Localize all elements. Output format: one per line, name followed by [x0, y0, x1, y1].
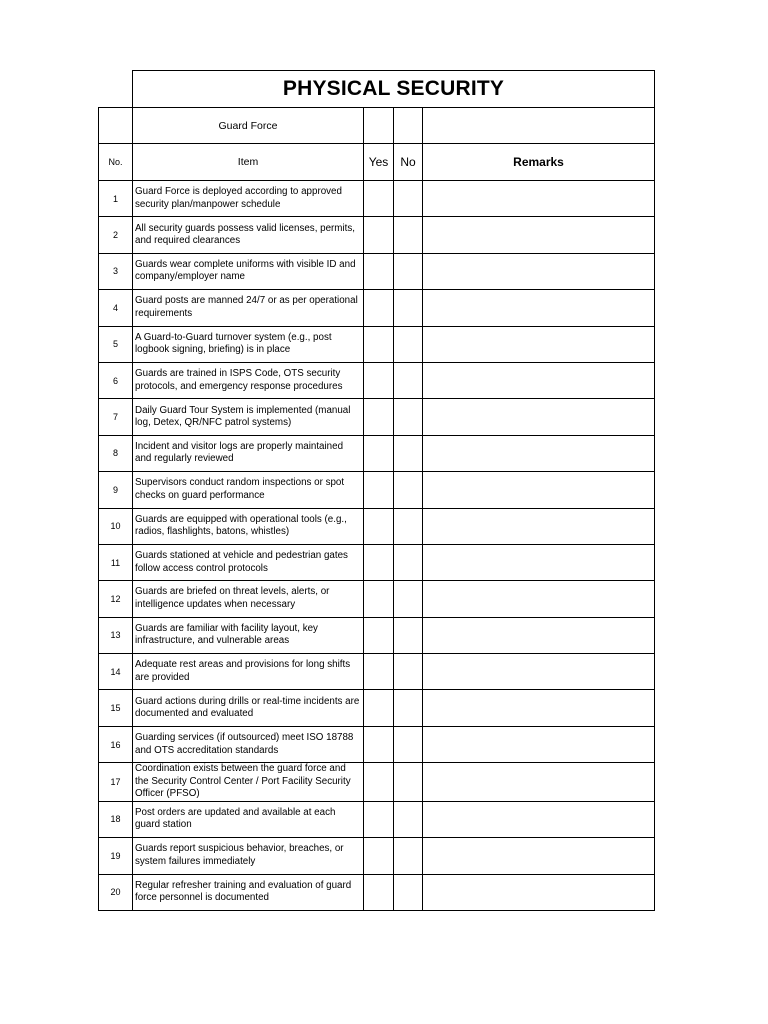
- table-row: [99, 326, 655, 362]
- no-cell[interactable]: [394, 508, 423, 544]
- row-item: Guard actions during drills or real-time incidents are documented and evaluated: [133, 690, 364, 726]
- no-cell[interactable]: [394, 217, 423, 253]
- row-item: Incident and visitor logs are properly maintained and regularly reviewed: [133, 435, 364, 471]
- remarks-cell[interactable]: [423, 801, 655, 837]
- no-cell[interactable]: [394, 399, 423, 435]
- section-row: [99, 108, 655, 144]
- row-number: 14: [99, 654, 133, 690]
- table-row: [99, 544, 655, 580]
- no-cell[interactable]: [394, 290, 423, 326]
- table-row: [99, 217, 655, 253]
- no-cell[interactable]: [394, 472, 423, 508]
- row-number: 3: [99, 253, 133, 289]
- yes-cell[interactable]: [364, 508, 394, 544]
- row-number: 19: [99, 838, 133, 874]
- no-cell[interactable]: [394, 326, 423, 362]
- row-number: 2: [99, 217, 133, 253]
- no-cell[interactable]: [394, 838, 423, 874]
- yes-cell[interactable]: [364, 435, 394, 471]
- row-number: 15: [99, 690, 133, 726]
- remarks-cell[interactable]: [423, 874, 655, 910]
- remarks-cell[interactable]: [423, 472, 655, 508]
- no-cell[interactable]: [394, 181, 423, 217]
- row-number: 6: [99, 362, 133, 398]
- row-number: 20: [99, 874, 133, 910]
- row-item: Supervisors conduct random inspections or spot checks on guard performance: [133, 472, 364, 508]
- remarks-cell[interactable]: [423, 838, 655, 874]
- row-number: 12: [99, 581, 133, 617]
- row-number: 5: [99, 326, 133, 362]
- table-row: [99, 399, 655, 435]
- no-cell[interactable]: [394, 654, 423, 690]
- row-item: Guards stationed at vehicle and pedestrian gates follow access control protocols: [133, 544, 364, 580]
- section-yes-cell: [364, 108, 394, 144]
- header-remarks: Remarks: [423, 144, 655, 181]
- yes-cell[interactable]: [364, 544, 394, 580]
- row-number: 7: [99, 399, 133, 435]
- header-no-col: No: [394, 144, 423, 181]
- yes-cell[interactable]: [364, 763, 394, 802]
- yes-cell[interactable]: [364, 326, 394, 362]
- table-row: [99, 874, 655, 910]
- remarks-cell[interactable]: [423, 763, 655, 802]
- row-item: Guard Force is deployed according to approved security plan/manpower schedule: [133, 181, 364, 217]
- row-number: 17: [99, 763, 133, 802]
- no-cell[interactable]: [394, 690, 423, 726]
- title-row: [99, 71, 655, 108]
- page-title: PHYSICAL SECURITY: [133, 71, 655, 108]
- row-item: Guards report suspicious behavior, breaches, or system failures immediately: [133, 838, 364, 874]
- yes-cell[interactable]: [364, 181, 394, 217]
- table-row: [99, 801, 655, 837]
- yes-cell[interactable]: [364, 581, 394, 617]
- table-row: [99, 654, 655, 690]
- row-item: A Guard-to-Guard turnover system (e.g., post logbook signing, briefing) is in place: [133, 326, 364, 362]
- yes-cell[interactable]: [364, 217, 394, 253]
- yes-cell[interactable]: [364, 801, 394, 837]
- checklist-table: [98, 70, 655, 911]
- yes-cell[interactable]: [364, 654, 394, 690]
- row-number: 18: [99, 801, 133, 837]
- table-row: [99, 435, 655, 471]
- row-item: Regular refresher training and evaluation of guard force personnel is documented: [133, 874, 364, 910]
- yes-cell[interactable]: [364, 362, 394, 398]
- section-remarks-cell: [423, 108, 655, 144]
- remarks-cell[interactable]: [423, 253, 655, 289]
- row-item: Guards wear complete uniforms with visible ID and company/employer name: [133, 253, 364, 289]
- header-item: Item: [133, 144, 364, 181]
- row-item: Guards are equipped with operational tools (e.g., radios, flashlights, batons, whistles): [133, 508, 364, 544]
- row-item: Guards are trained in ISPS Code, OTS security protocols, and emergency response procedures: [133, 362, 364, 398]
- table-row: [99, 617, 655, 653]
- table-row: [99, 763, 655, 802]
- no-cell[interactable]: [394, 362, 423, 398]
- no-cell[interactable]: [394, 435, 423, 471]
- row-number: 9: [99, 472, 133, 508]
- row-number: 11: [99, 544, 133, 580]
- row-item: Guard posts are manned 24/7 or as per operational requirements: [133, 290, 364, 326]
- header-row: [99, 144, 655, 181]
- remarks-cell[interactable]: [423, 690, 655, 726]
- no-cell[interactable]: [394, 801, 423, 837]
- remarks-cell[interactable]: [423, 181, 655, 217]
- no-cell[interactable]: [394, 617, 423, 653]
- header-no: No.: [99, 144, 133, 181]
- blank-cell: [99, 71, 133, 108]
- table-row: [99, 362, 655, 398]
- table-row: [99, 290, 655, 326]
- no-cell[interactable]: [394, 253, 423, 289]
- row-item: Guards are briefed on threat levels, alerts, or intelligence updates when necessary: [133, 581, 364, 617]
- no-cell[interactable]: [394, 544, 423, 580]
- row-number: 13: [99, 617, 133, 653]
- section-no-col-cell: [394, 108, 423, 144]
- table-row: [99, 838, 655, 874]
- row-number: 8: [99, 435, 133, 471]
- table-row: [99, 181, 655, 217]
- row-item: All security guards possess valid licenses, permits, and required clearances: [133, 217, 364, 253]
- row-item: Guards are familiar with facility layout, key infrastructure, and vulnerable areas: [133, 617, 364, 653]
- yes-cell[interactable]: [364, 472, 394, 508]
- row-item: Coordination exists between the guard force and the Security Control Center / Port Facility Security Officer (PFSO): [133, 763, 364, 802]
- remarks-cell[interactable]: [423, 544, 655, 580]
- section-title: Guard Force: [133, 108, 364, 144]
- remarks-cell[interactable]: [423, 290, 655, 326]
- table-row: [99, 253, 655, 289]
- remarks-cell[interactable]: [423, 362, 655, 398]
- yes-cell[interactable]: [364, 290, 394, 326]
- row-item: Adequate rest areas and provisions for long shifts are provided: [133, 654, 364, 690]
- table-row: [99, 508, 655, 544]
- yes-cell[interactable]: [364, 617, 394, 653]
- yes-cell[interactable]: [364, 838, 394, 874]
- row-item: Daily Guard Tour System is implemented (manual log, Detex, QR/NFC patrol systems): [133, 399, 364, 435]
- yes-cell[interactable]: [364, 253, 394, 289]
- remarks-cell[interactable]: [423, 217, 655, 253]
- row-number: 10: [99, 508, 133, 544]
- no-cell[interactable]: [394, 726, 423, 762]
- row-item: Guarding services (if outsourced) meet ISO 18788 and OTS accreditation standards: [133, 726, 364, 762]
- remarks-cell[interactable]: [423, 654, 655, 690]
- table-row: [99, 472, 655, 508]
- remarks-cell[interactable]: [423, 399, 655, 435]
- yes-cell[interactable]: [364, 690, 394, 726]
- remarks-cell[interactable]: [423, 581, 655, 617]
- row-number: 16: [99, 726, 133, 762]
- table-row: [99, 726, 655, 762]
- remarks-cell[interactable]: [423, 435, 655, 471]
- remarks-cell[interactable]: [423, 617, 655, 653]
- remarks-cell[interactable]: [423, 508, 655, 544]
- table-row: [99, 581, 655, 617]
- table-row: [99, 690, 655, 726]
- remarks-cell[interactable]: [423, 326, 655, 362]
- no-cell[interactable]: [394, 763, 423, 802]
- yes-cell[interactable]: [364, 399, 394, 435]
- checklist-sheet: [98, 70, 654, 911]
- row-number: 1: [99, 181, 133, 217]
- no-cell[interactable]: [394, 874, 423, 910]
- no-cell[interactable]: [394, 581, 423, 617]
- row-number: 4: [99, 290, 133, 326]
- row-item: Post orders are updated and available at each guard station: [133, 801, 364, 837]
- section-no-cell: [99, 108, 133, 144]
- yes-cell[interactable]: [364, 726, 394, 762]
- yes-cell[interactable]: [364, 874, 394, 910]
- remarks-cell[interactable]: [423, 726, 655, 762]
- header-yes: Yes: [364, 144, 394, 181]
